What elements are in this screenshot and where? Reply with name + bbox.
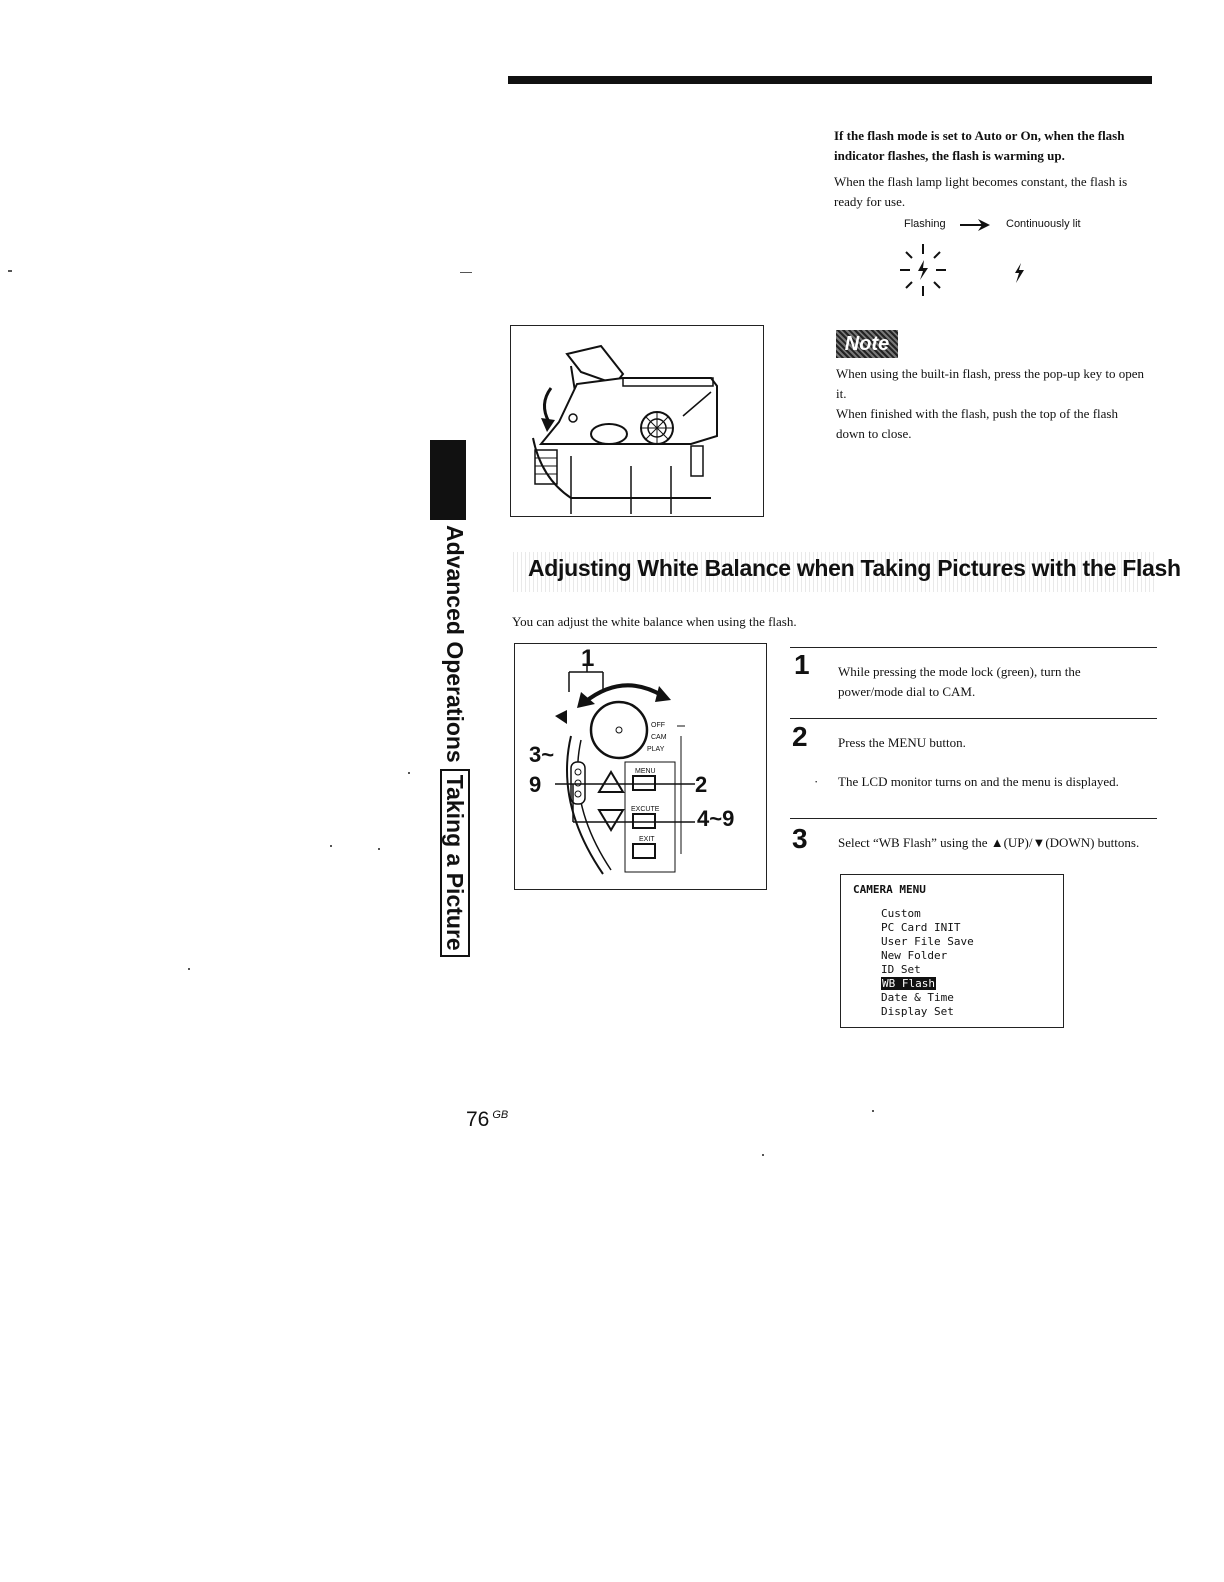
camera-menu-item-label: ID Set bbox=[881, 963, 921, 976]
scan-speck bbox=[762, 1154, 764, 1156]
note-text-close: When finished with the flash, push the top of the flash down to close. bbox=[836, 406, 1118, 441]
camera-menu-list bbox=[881, 907, 974, 1019]
camera-menu-item-label: WB Flash bbox=[882, 977, 935, 990]
exit-button-label: EXIT bbox=[639, 836, 655, 843]
scan-speck bbox=[460, 272, 472, 273]
section-title: Adjusting White Balance when Taking Pictures with the Flash bbox=[528, 555, 1181, 581]
step-3-number: 3 bbox=[792, 823, 808, 854]
page-number bbox=[466, 1108, 508, 1132]
camera-menu-item-label: Custom bbox=[881, 907, 921, 920]
page-number-value: 76 bbox=[466, 1108, 490, 1131]
camera-menu-item-label: Display Set bbox=[881, 1005, 954, 1018]
scan-speck bbox=[378, 848, 380, 850]
step-3-rule bbox=[790, 818, 1157, 819]
camera-menu-item[interactable] bbox=[881, 921, 974, 935]
execute-button-label: EXCUTE bbox=[631, 806, 660, 813]
continuously-lit-label: Continuously lit bbox=[1006, 218, 1081, 230]
section-intro: You can adjust the white balance when using the flash. bbox=[512, 614, 797, 629]
step-2-rule bbox=[790, 718, 1157, 719]
flash-lamp-lit-icon bbox=[1012, 262, 1026, 284]
flashing-label: Flashing bbox=[904, 218, 946, 230]
callout-4-9: 4~9 bbox=[697, 806, 735, 831]
flash-ready-text: When the flash lamp light becomes constant, the flash is ready for use. bbox=[834, 174, 1128, 209]
step-1-number: 1 bbox=[794, 649, 810, 680]
side-tab-subsection: Taking a Picture bbox=[440, 769, 470, 957]
side-tab-marker bbox=[430, 440, 466, 520]
step-1-text: While pressing the mode lock (green), turn the power/mode dial to CAM. bbox=[838, 664, 1081, 699]
page-number-suffix: GB bbox=[492, 1109, 509, 1121]
camera-menu-item-label: User File Save bbox=[881, 935, 974, 948]
camera-menu-item[interactable] bbox=[881, 935, 974, 949]
step-3-text: Select “WB Flash” using the ▲(UP)/▼(DOWN) buttons. bbox=[838, 835, 1140, 850]
note-text-open: When using the built-in flash, press the pop-up key to open it. bbox=[836, 366, 1144, 401]
step-2-text: Press the MENU button. bbox=[838, 735, 966, 750]
note-badge: Note bbox=[836, 330, 898, 358]
scan-speck bbox=[8, 270, 12, 272]
step-2-number: 2 bbox=[792, 721, 808, 752]
flash-warmup-text: If the flash mode is set to Auto or On, when the flash indicator flashes, the flash is warming up. bbox=[834, 128, 1125, 163]
camera-menu-item[interactable] bbox=[881, 977, 974, 991]
mode-dial-figure bbox=[514, 643, 767, 890]
camera-menu-item[interactable] bbox=[881, 991, 974, 1005]
callout-9: 9 bbox=[529, 772, 542, 797]
camera-flash-illustration bbox=[511, 326, 763, 516]
scan-speck bbox=[330, 845, 332, 847]
camera-menu-item[interactable] bbox=[881, 1005, 974, 1019]
callout-1: 1 bbox=[581, 645, 595, 672]
camera-menu-title: CAMERA MENU bbox=[853, 883, 926, 896]
top-rule bbox=[508, 76, 1152, 84]
camera-menu-item[interactable] bbox=[881, 907, 974, 921]
camera-menu-item[interactable] bbox=[881, 949, 974, 963]
arrow-right-icon bbox=[958, 218, 992, 232]
menu-button-label: MENU bbox=[635, 768, 656, 775]
camera-menu-item[interactable] bbox=[881, 963, 974, 977]
camera-menu-item-label: Date & Time bbox=[881, 991, 954, 1004]
side-tab-label bbox=[441, 525, 468, 957]
camera-menu-item-label: PC Card INIT bbox=[881, 921, 961, 934]
step-2-bullet: · bbox=[814, 774, 819, 789]
scan-speck bbox=[188, 968, 190, 970]
dial-cam-label: CAM bbox=[651, 734, 667, 741]
callout-2: 2 bbox=[695, 772, 708, 797]
flashing-lamp-icon bbox=[898, 242, 948, 298]
dial-play-label: PLAY bbox=[647, 746, 665, 753]
step-1-rule bbox=[790, 647, 1157, 648]
camera-menu-item-label: New Folder bbox=[881, 949, 948, 962]
flash-popup-figure bbox=[510, 325, 764, 517]
scan-speck bbox=[872, 1110, 874, 1112]
callout-3: 3~ bbox=[529, 742, 555, 767]
dial-off-label: OFF bbox=[651, 722, 665, 729]
camera-menu-screen bbox=[840, 874, 1064, 1028]
step-2-subtext: The LCD monitor turns on and the menu is displayed. bbox=[838, 774, 1119, 789]
side-tab-section: Advanced Operations bbox=[442, 525, 468, 763]
scan-speck bbox=[408, 772, 410, 774]
